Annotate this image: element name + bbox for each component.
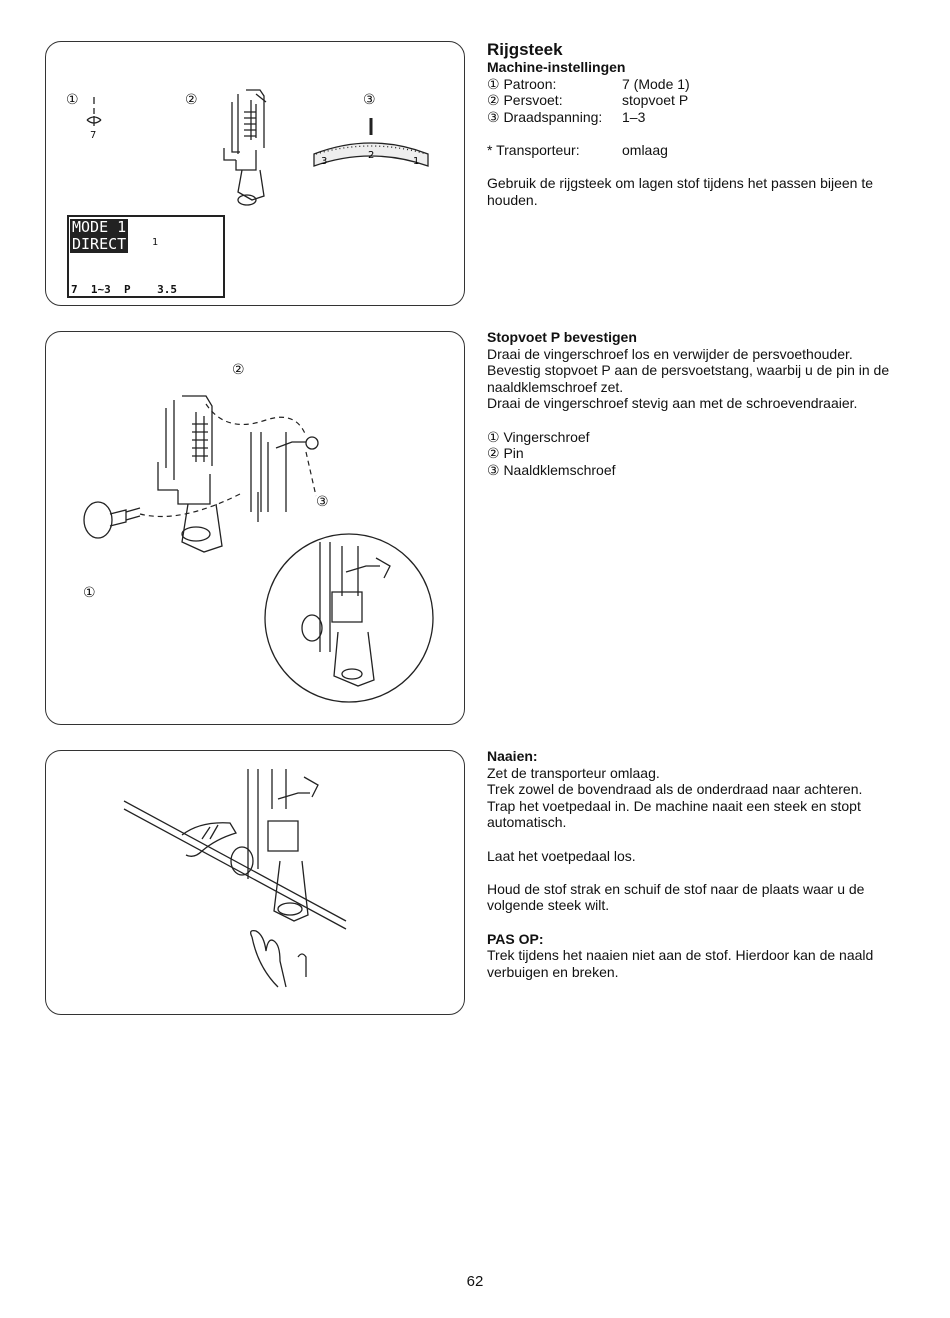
setting-label: ① Patroon:: [487, 75, 557, 92]
callout-2: ②: [232, 362, 245, 378]
callout-2: ②: [185, 92, 198, 108]
pattern-number: 7: [90, 130, 97, 141]
figure-panel-attach-foot: [45, 331, 465, 725]
part-item: ① Vingerschroef: [487, 428, 590, 445]
instruction: Trap het voetpedaal in. De machine naait een steek en stopt automatisch.: [487, 797, 861, 831]
lcd-mode: [70, 219, 128, 253]
dial-label-2: 2: [368, 150, 375, 161]
dial-label-3: 3: [321, 156, 328, 167]
feed-value: omlaag: [622, 141, 668, 158]
figure-panel-sewing: [45, 750, 465, 1015]
callout-1: ①: [83, 585, 96, 601]
section-rijgsteek: [487, 40, 907, 208]
callout-1: ①: [66, 92, 79, 108]
callout-3: ③: [316, 494, 329, 510]
setting-row: [487, 76, 907, 93]
sewing-illustration: [46, 751, 464, 1014]
instruction: Draai de vingerschroef stevig aan met de schroevendraaier.: [487, 395, 858, 412]
setting-row: [487, 109, 907, 126]
caution-text: Trek tijdens het naaien niet aan de stof. Hierdoor kan de naald verbuigen en breken.: [487, 947, 874, 980]
lcd-one: 1: [152, 237, 159, 248]
lcd-values: 7 1~3 P 3.5: [71, 283, 177, 296]
feed-label: * Transporteur:: [487, 141, 580, 158]
section-title: Naaien:: [487, 748, 538, 764]
section-subtitle: Machine-instellingen: [487, 59, 626, 75]
instruction: Zet de transporteur omlaag.: [487, 764, 660, 781]
attach-foot-illustration: [46, 332, 464, 724]
setting-value: stopvoet P: [622, 92, 689, 109]
part-item: ② Pin: [487, 445, 524, 462]
section-stopvoet: [487, 329, 907, 478]
setting-value: 1–3: [622, 108, 646, 125]
instruction: Houd de stof strak en schuif de stof naar de plaats waar u de volgende steek wilt.: [487, 880, 865, 914]
setting-row: [487, 92, 907, 109]
section-title: Rijgsteek: [487, 40, 563, 59]
lcd-mode-text: MODE 1: [72, 218, 127, 236]
setting-label: ② Persvoet:: [487, 92, 563, 109]
callout-3: ③: [363, 92, 376, 108]
setting-value: 7 (Mode 1): [622, 75, 690, 92]
lcd-direct-text: DIRECT: [72, 235, 127, 253]
feed-row: [487, 142, 907, 159]
section-naaien: [487, 748, 907, 980]
page-number: 62: [466, 1273, 484, 1290]
section-description: Gebruik de rijgsteek om lagen stof tijdens het passen bijeen te houden.: [487, 175, 874, 208]
instruction: Trek zowel de bovendraad als de onderdraad naar achteren.: [487, 781, 863, 798]
caution-title: PAS OP:: [487, 930, 544, 947]
instruction: Bevestig stopvoet P aan de persvoetstang, waarbij u de pin in de naaldklemschroef zet.: [487, 362, 890, 395]
dial-label-1: 1: [413, 156, 420, 167]
lcd-display: [67, 215, 225, 298]
instruction: Draai de vingerschroef los en verwijder de persvoethouder.: [487, 345, 853, 362]
instruction: Laat het voetpedaal los.: [487, 847, 636, 864]
part-item: ③ Naaldklemschroef: [487, 461, 616, 478]
setting-label: ③ Draadspanning:: [487, 108, 603, 125]
section-title: Stopvoet P bevestigen: [487, 329, 637, 345]
